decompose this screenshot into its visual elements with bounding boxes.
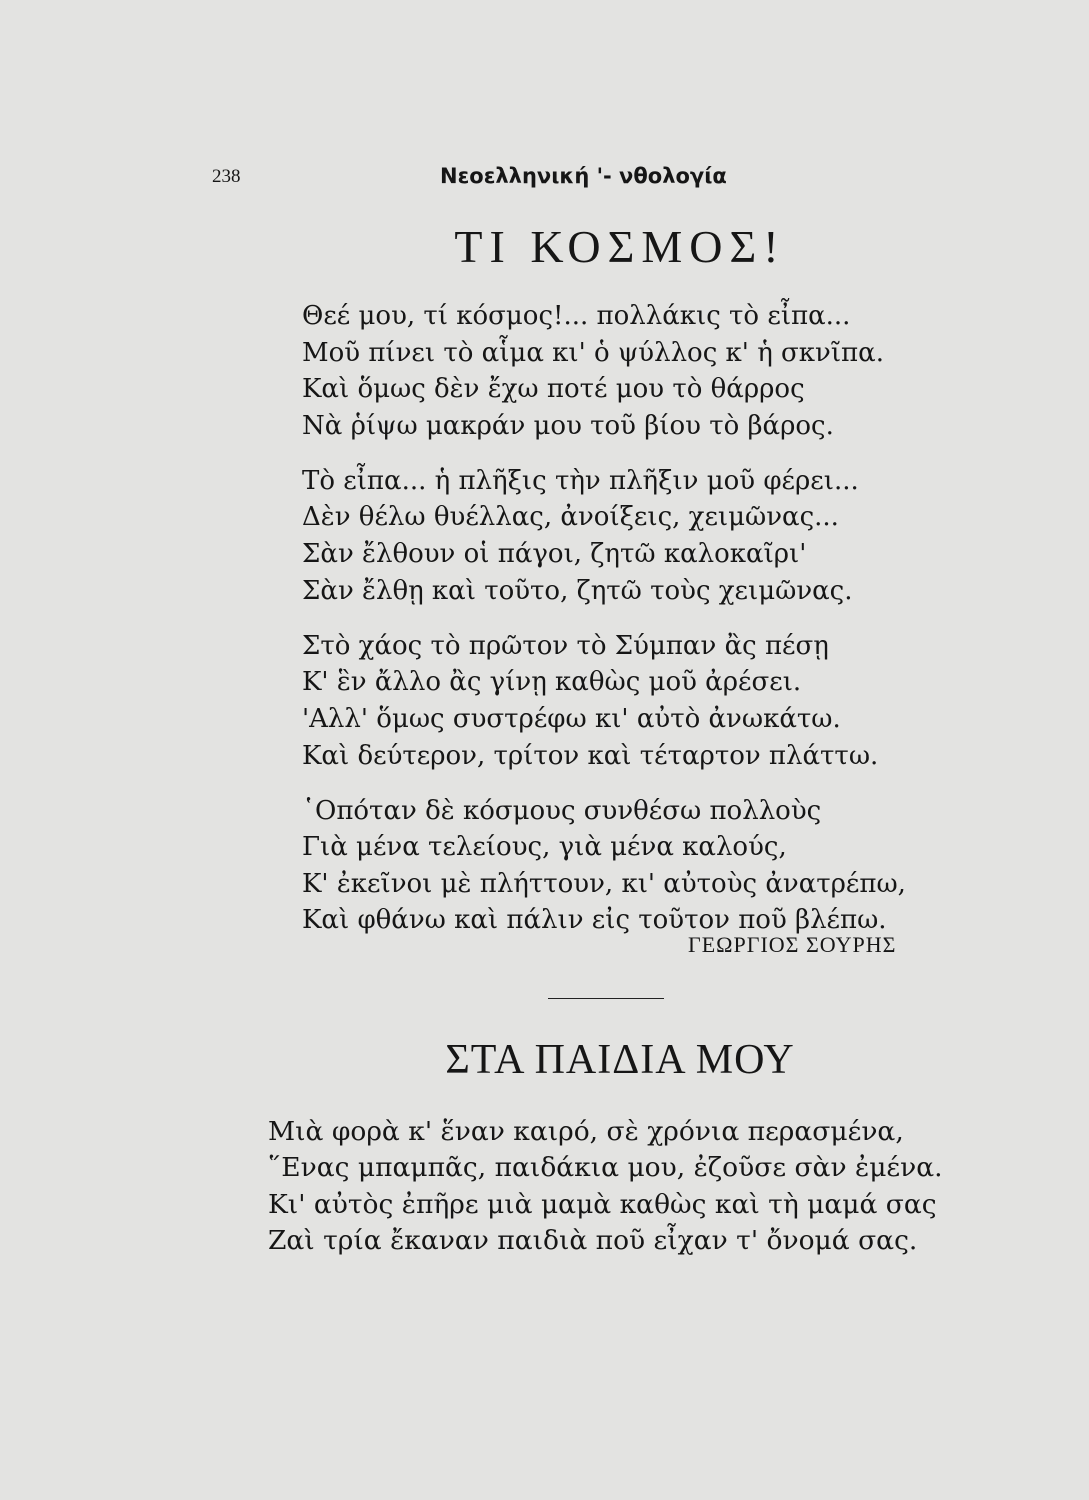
- verse-line: Καὶ δεύτερον, τρίτον καὶ τέταρτον πλάττω.: [302, 740, 879, 771]
- verse-line: Νὰ ῥίψω μακράν μου τοῦ βίου τὸ βάρος.: [302, 410, 834, 441]
- poem-body: [268, 1114, 943, 1278]
- section-divider: [548, 998, 664, 999]
- verse-line: Τὸ εἶπα... ἡ πλῆξις τὴν πλῆξιν μοῦ φέρει...: [302, 465, 859, 496]
- stanza: [268, 1114, 943, 1259]
- verse-line: Κ' ἐκεῖνοι μὲ πλήττουν, κι' αὐτοὺς ἀνατρέπω,: [302, 868, 906, 899]
- poem-title: ΣΤΑ ΠΑΙΔΙΑ ΜΟΥ: [445, 1037, 795, 1083]
- verse-line: ῞Ενας μπαμπᾶς, παιδάκια μου, ἐζοῦσε σὰν ἐμένα.: [268, 1152, 943, 1184]
- verse-line: Κ' ἓν ἄλλο ἂς γίνῃ καθὼς μοῦ ἀρέσει.: [302, 667, 802, 698]
- verse-line: Ζαὶ τρία ἔκαναν παιδιὰ ποῦ εἶχαν τ' ὄνομά σας.: [268, 1224, 918, 1256]
- verse-line: Γιὰ μένα τελείους, γιὰ μένα καλούς,: [302, 832, 787, 863]
- poem-title: ΤΙ ΚΟΣΜΟΣ!: [454, 221, 786, 272]
- running-title: Νεοελληνική '- νθολογία: [440, 164, 727, 188]
- poem-body: [302, 298, 906, 958]
- page-number: 238: [212, 166, 241, 187]
- verse-line: Κι' αὐτὸς ἐπῆρε μιὰ μαμὰ καθὼς καὶ τὴ μαμά σας: [268, 1188, 937, 1220]
- verse-line: ῾Οπόταν δὲ κόσμους συνθέσω πολλοὺς: [302, 795, 822, 826]
- verse-line: Θεέ μου, τί κόσμος!... πολλάκις τὸ εἶπα...: [302, 301, 851, 331]
- stanza: [302, 793, 906, 939]
- stanza: [302, 463, 906, 609]
- verse-line: Καὶ φθάνω καὶ πάλιν εἰς τοῦτον ποῦ βλέπω.: [302, 905, 887, 936]
- verse-line: Μοῦ πίνει τὸ αἷμα κι' ὁ ψύλλος κ' ἡ σκνῖπα.: [302, 337, 884, 368]
- verse-line: Σὰν ἔλθῃ καὶ τοῦτο, ζητῶ τοὺς χειμῶνας.: [302, 575, 853, 606]
- verse-line: Μιὰ φορὰ κ' ἕναν καιρό, σὲ χρόνια περασμένα,: [268, 1116, 904, 1147]
- verse-line: Στὸ χάος τὸ πρῶτον τὸ Σύμπαν ἂς πέσῃ: [302, 630, 829, 661]
- poem-author: ΓΕΩΡΓΙΟΣ ΣΟΥΡΗΣ: [688, 932, 897, 957]
- verse-line: Σὰν ἔλθουν οἱ πάγοι, ζητῶ καλοκαῖρι': [302, 539, 807, 570]
- verse-line: 'Αλλ' ὅμως συστρέφω κι' αὐτὸ ἀνωκάτω.: [302, 703, 841, 734]
- stanza: [302, 298, 906, 444]
- stanza: [302, 628, 906, 774]
- verse-line: Δὲν θέλω θυέλλας, ἀνοίξεις, χειμῶνας...: [302, 502, 839, 533]
- verse-line: Καὶ ὅμως δὲν ἔχω ποτέ μου τὸ θάρρος: [302, 374, 805, 405]
